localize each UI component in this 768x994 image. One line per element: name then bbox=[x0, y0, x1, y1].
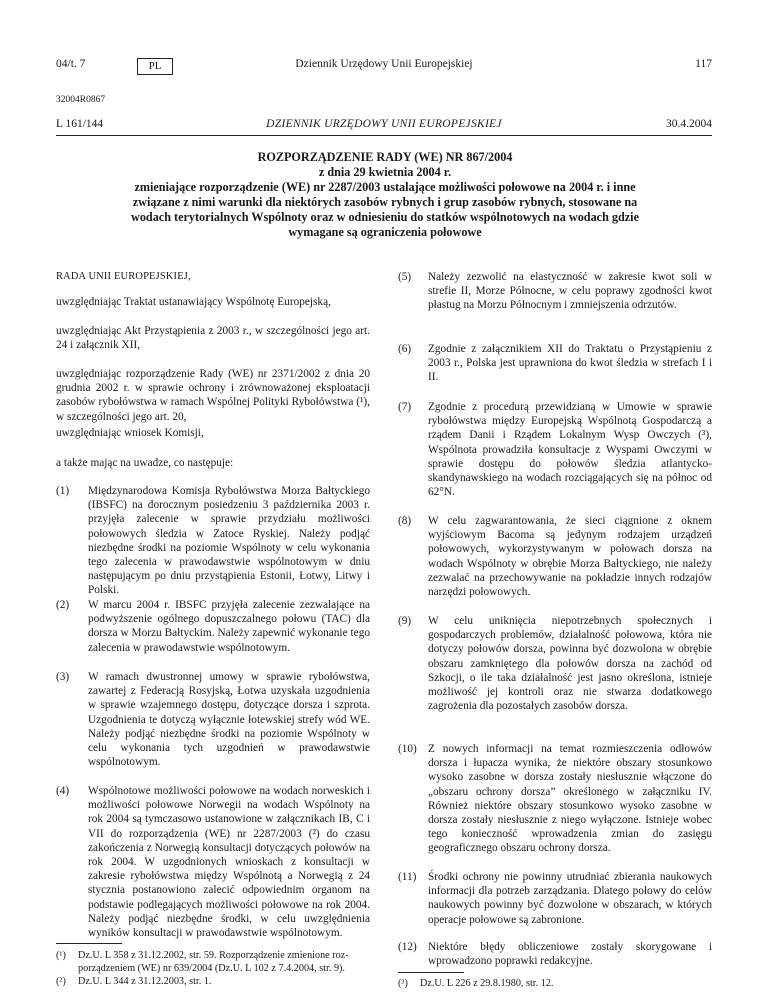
recital-text: Z nowych informacji na temat rozmieszczenia odłowów dorsza i łupacza wynika, że niektóre obszary stosunkowo wysoko zasobne w dorsza zostały niesłusznie włączone do „obszaru ochrony dorsza” określonego w załączniku IV. Również niektóre obszary stosunkowo wysoko zasobne w dorsza zostały niesłusznie z niego wyłączone. Istnieje wobec tego konieczność wprowadzenia zmian do zasięgu geograficznego obszaru ochrony dorsza. bbox=[428, 743, 712, 855]
recital bbox=[56, 784, 370, 940]
recital-number: (9) bbox=[398, 615, 412, 627]
recital bbox=[398, 342, 712, 386]
document-code: 32004R0867 bbox=[56, 95, 106, 105]
footnote-separator bbox=[56, 943, 122, 944]
title-line: ROZPORZĄDZENIE RADY (WE) NR 867/2004 bbox=[257, 150, 513, 164]
recital-number: (10) bbox=[398, 743, 417, 755]
oj-journal-title: DZIENNIK URZĘDOWY UNII EUROPEJSKIEJ bbox=[266, 118, 502, 130]
recital-number: (11) bbox=[398, 871, 417, 883]
preamble-intro: RADA UNII EUROPEJSKIEJ, bbox=[56, 271, 191, 282]
footnote-separator bbox=[398, 972, 464, 973]
recital-text: Zgodnie z procedurą przewidzianą w Umowie w sprawie rybołówstwa między Europejską Wspólnotą Gospodarczą a rządem Danii i Rządem Lokalnym Wysp Owczych (³), Wspólnota prowadziła konsultacje z Wyspami Owczymi w sprawie dostępu do połowów śledzia atlantycko-skandynawskiego na wodach rozciągających się na północ od 62°N. bbox=[428, 401, 712, 499]
footnote-text: Dz.U. L 344 z 31.12.2003, str. 1. bbox=[78, 976, 212, 987]
recital-text: W marcu 2004 r. IBSFC przyjęła zalecenie zezwalające na podwyższenie ogólnego dopuszczalnego połowu (TAC) dla dorsza w Morzu Bałtyckim. Należy zapewnić wykonanie tego zalecenia w prawodawstwie wspólnotowym. bbox=[88, 599, 370, 654]
citation: uwzględniając rozporządzenie Rady (WE) nr 2371/2002 z dnia 20 grudnia 2002 r. w sprawie ochrony i zrównoważonej eksploatacji zasobów rybołówstwa w ramach Wspólnej Polityki Rybołówstwa (¹), w szczególności jego art. 20, bbox=[56, 368, 370, 423]
header-rule bbox=[56, 135, 712, 136]
title-line: związane z nimi warunki dla niektórych zasobów rybnych i grup zasobów rybnych, stosowane na bbox=[132, 195, 638, 209]
recital-number: (1) bbox=[56, 485, 70, 497]
recital-text: W celu zagwarantowania, że sieci ciągnione z oknem wyjściowym Bacoma są jedynym rodzajem urządzeń połowowych, wykorzystywanym w połowach dorsza na wodach Wspólnoty w obrębie Morza Bałtyckiego, nie należy zezwalać na przechowywanie na pokładzie innych rodzajów narzędzi połowowych. bbox=[428, 515, 712, 599]
recital-text: Należy zezwolić na elastyczność w zakresie kwot soli w strefie II, Morze Północne, w celu poprawy zgodności kwot płastug na Morzu Północnym i zmniejszenia odrzutów. bbox=[428, 271, 712, 312]
recital bbox=[398, 870, 712, 928]
recital bbox=[56, 484, 370, 597]
recital-number: (4) bbox=[56, 785, 70, 797]
recital-number: (3) bbox=[56, 671, 70, 683]
title-line: zmieniające rozporządzenie (WE) nr 2287/2003 ustalające możliwości połowowe na 2004 r. i inne bbox=[134, 180, 636, 194]
recital-text: Międzynarodowa Komisja Rybołówstwa Morza Bałtyckiego (IBSFC) na dorocznym posiedzeniu 3 października 2003 r. przyjęła zalecenie w sprawie przydziału możliwości połowowych śledzia w Zatoce Ryskiej. Należy podjąć niezbędne środki na poziomie Wspólnoty w celu wykonania tego zalecenia w prawodawstwie wspólnotowym w dniu następującym po dniu przystąpienia Estonii, Łotwy, Litwy i Polski. bbox=[88, 485, 370, 597]
recital-text: Środki ochrony nie powinny utrudniać zbierania naukowych informacji dla potrzeb zarządzania. Dlatego połowy do celów naukowych powinny być dozwolone w obszarach, w których operacje połowowe są zabronione. bbox=[428, 871, 712, 926]
recital-text: Wspólnotowe możliwości połowowe na wodach norweskich i możliwości połowowe Norwegii na wodach Wspólnoty na rok 2004 są tymczasowo ustanowione w załącznikach IB, C i VII do rozporządzenia (WE) nr 2287/2003 (²) do czasu zakończenia z Norwegią konsultacji dotyczących połowów na rok 2004. W uzgodnionych wnioskach z konsultacji w zakresie rybołówstwa między Wspólnotą a Norwegią z 24 stycznia postanowiono zalecić odpowiednim organom na podstawie podlegających możliwości połowowe na rok 2004. Należy podjąć niezbędne środki, w celu uwzględnienia wyników konsultacji w prawodawstwie wspólnotowym. bbox=[88, 785, 370, 940]
footnote-text: Dz.U. L 226 z 29.8.1980, str. 12. bbox=[420, 978, 554, 989]
recital bbox=[398, 614, 712, 728]
recital-text: Zgodnie z załącznikiem XII do Traktatu o Przystąpieniu z 2003 r., Polska jest uprawniona do kwot śledzia w strefach I i II. bbox=[428, 343, 712, 384]
regulation-title bbox=[60, 150, 710, 240]
oj-date: 30.4.2004 bbox=[666, 118, 712, 130]
title-line: wodach terytorialnych Wspólnoty oraz w odniesieniu do statków wspólnotowych na wodach gdzie bbox=[131, 210, 639, 224]
running-header-volume: 04/t. 7 bbox=[56, 58, 86, 70]
citation: uwzględniając Akt Przystąpienia z 2003 r., w szczególności jego art. 24 i załącznik XII, bbox=[56, 325, 370, 352]
recital bbox=[398, 940, 712, 970]
recital-text: Niektóre błędy obliczeniowe zostały skorygowane i wprowadzono poprawki redakcyjne. bbox=[428, 941, 712, 968]
recital-number: (6) bbox=[398, 343, 412, 355]
recital-text: W ramach dwustronnej umowy w sprawie rybołówstwa, zawartej z Federacją Rosyjską, Łotwa uzyskała uzgodnienia w sprawie wzajemnego dostępu, dotyczące dorsza i szprota. Uzgodnienia te dotyczą wyłącznie łotewskiej strefy wód WE. Należy podjąć niezbędne środki na poziomie Wspólnoty w celu wykonania tych uzgodnień w prawodawstwie wspólnotowym. bbox=[88, 671, 370, 769]
recital-number: (8) bbox=[398, 515, 412, 527]
language-box: PL bbox=[137, 58, 173, 75]
citation: uwzględniając wniosek Komisji, bbox=[56, 427, 204, 439]
recital bbox=[56, 670, 370, 770]
oj-reference: L 161/144 bbox=[56, 118, 104, 130]
running-header-journal: Dziennik Urzędowy Unii Europejskiej bbox=[295, 58, 473, 70]
title-line: wymagane są ograniczenia połowowe bbox=[288, 225, 482, 239]
recital bbox=[398, 514, 712, 600]
recital-number: (5) bbox=[398, 271, 412, 283]
footnote-mark: (²) bbox=[56, 976, 66, 987]
footnote-mark: (³) bbox=[398, 978, 408, 989]
recital-number: (12) bbox=[398, 941, 417, 953]
recital-number: (2) bbox=[56, 599, 70, 611]
recital bbox=[398, 270, 712, 328]
title-line: z dnia 29 kwietnia 2004 r. bbox=[318, 165, 452, 179]
citation: a także mając na uwadze, co następuje: bbox=[56, 457, 234, 469]
recital-text: W celu uniknięcia niepotrzebnych społecznych i gospodarczych problemów, działalność połowowa, która nie dotyczy połowów dorsza, powinna być dozwolona w obrębie obszaru zamkniętego dla połowów dorsza na zachód od Szkocji, o ile taka działalność jest jasno określona, istnieje możliwość jej kontroli oraz nie stwarza dodatkowego zagrożenia dla pozostałych zasobów dorsza. bbox=[428, 615, 712, 713]
citation: uwzględniając Traktat ustanawiający Wspólnotę Europejską, bbox=[56, 296, 331, 308]
recital bbox=[56, 598, 370, 656]
footnote-mark: (¹) bbox=[56, 950, 66, 961]
footnote-text: Dz.U. L 358 z 31.12.2002, str. 59. Rozporządzenie zmienione roz- bbox=[78, 950, 349, 961]
footnote-text: porządzeniem (WE) nr 639/2004 (Dz.U. L 102 z 7.4.2004, str. 9). bbox=[78, 962, 345, 974]
recital-number: (7) bbox=[398, 401, 412, 413]
recital bbox=[398, 400, 712, 500]
running-header-page: 117 bbox=[695, 58, 712, 70]
recital bbox=[398, 742, 712, 856]
